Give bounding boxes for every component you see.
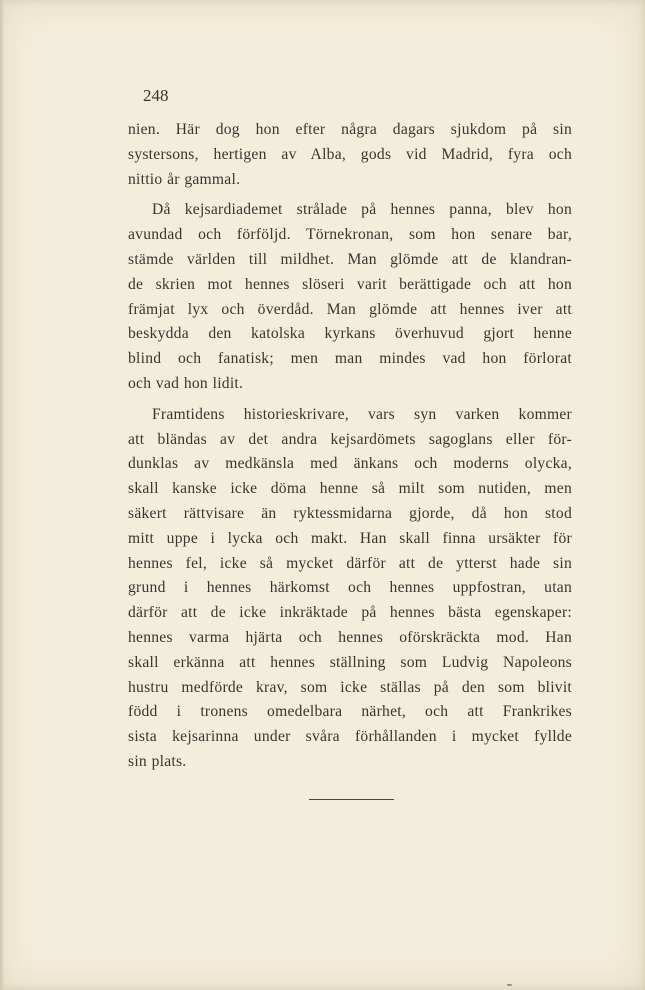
text-line: dunklas av medkänsla med änkans och moderns olycka, [128,455,572,473]
text-line: skall kanske icke döma henne så milt som nutiden, men [128,480,572,498]
text-line: skall erkänna att hennes ställning som Ludvig Napoleons [128,653,572,671]
text-line: sista kejsarinna under svåra förhållanden i mycket fyllde [128,728,572,746]
paragraph-2 [128,198,572,396]
text-line: främjat lyx och överdåd. Man glömde att hennes iver att [128,300,572,318]
text-line: och vad hon lidit. [128,374,244,392]
text-line: nittio år gammal. [128,170,241,188]
text-line: mitt uppe i lycka och makt. Han skall finna ursäkter för [128,529,572,547]
text-line: beskydda den katolska kyrkans överhuvud gjort henne [128,325,572,343]
text-line: hustru medförde krav, som icke ställas på den som blivit [128,678,572,696]
text-line: Då kejsardiademet strålade på hennes panna, blev hon [152,201,572,219]
page-number: 248 [143,86,169,105]
text-line: därför att de icke inkräktade på hennes bästa egenskaper: [128,604,572,622]
text-line: stämde världen till mildhet. Man glömde att de klandran- [128,250,572,268]
page-edge-shadow [0,0,4,990]
text-line: blind och fanatisk; men man mindes vad hon förlorat [128,350,572,368]
end-rule [309,799,394,800]
text-line: grund i hennes härkomst och hennes uppfostran, utan [128,579,572,597]
text-line: säkert rättvisare än ryktessmidarna gjorde, då hon stod [128,504,572,522]
text-line: hennes fel, icke så mycket därför att de ytterst hade sin [128,554,572,572]
text-line: avundad och förföljd. Törnekronan, som hon senare bar, [128,226,572,244]
paper-speck [507,984,512,986]
body-text [128,118,572,775]
text-line: Framtidens historieskrivare, vars syn varken kommer [152,405,572,423]
text-line: född i tronens omedelbara närhet, och att Frankrikes [128,703,572,721]
paragraph-1 [128,118,572,192]
text-line: nien. Här dog hon efter några dagars sjukdom på sin [128,121,572,138]
paragraph-3 [128,403,572,775]
text-line: systersons, hertigen av Alba, gods vid Madrid, fyra och [128,145,572,163]
text-line: hennes varma hjärta och hennes oförskräckta mod. Han [128,628,572,646]
text-line: att bländas av det andra kejsardömets sagoglans eller för- [128,430,572,448]
text-line: de skrien mot hennes slöseri varit berättigade och att hon [128,275,572,293]
text-line: sin plats. [128,752,187,770]
